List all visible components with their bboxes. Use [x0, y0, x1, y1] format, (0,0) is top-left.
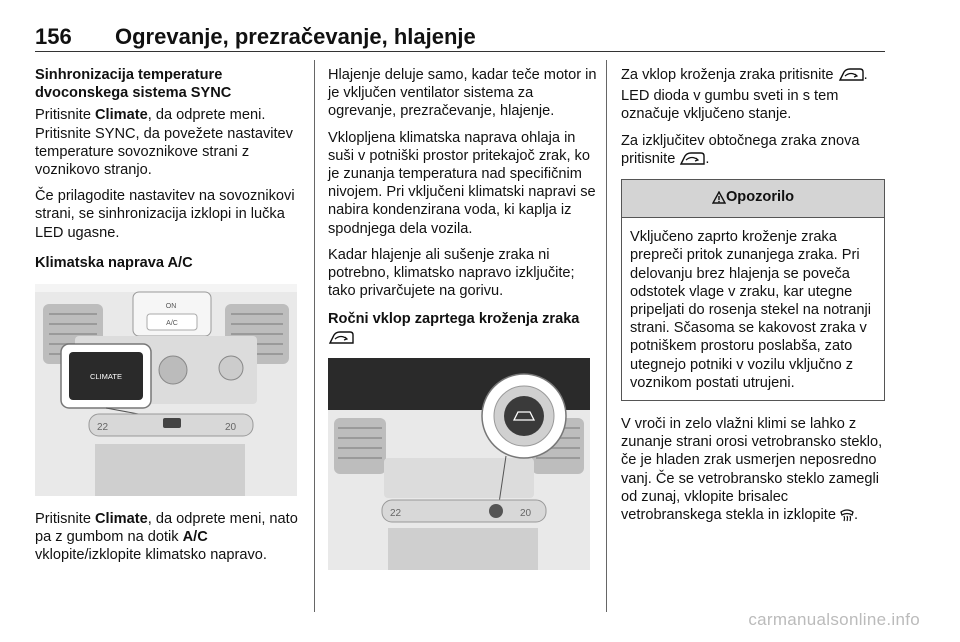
recirculation-icon: [838, 68, 864, 87]
paragraph: Pritisnite Climate, da odprete meni, nato pa z gumbom na dotik A/C vklopite/izklopite klimatsko napravo.: [35, 511, 298, 564]
figure-recirculation-button: [328, 358, 590, 570]
column-2: [328, 66, 598, 584]
section-heading-sync: Sinhronizacija temperature dvoconskega sistema SYNC: [35, 67, 232, 102]
paragraph: Vklopljena klimatska naprava ohlaja in suši v potniški prostor pritekajoč zrak, ko je zunanja temperatura nad specifičnim nivojem. Pri vključeni klimatski napravi se nabira kondenzirana voda, ki kaplja iz spodnjega dela vozila.: [328, 129, 596, 237]
paragraph: Kadar hlajenje ali sušenje zraka ni potrebno, klimatsko napravo izključite; tako privarčujete na gorivu.: [328, 246, 575, 300]
figure-label-climate: CLIMATE: [90, 372, 122, 382]
paragraph: Pritisnite Climate, da odprete meni. Pritisnite SYNC, da povežete nastavitev temperature sovoznikove strani z voznikovo stranjo.: [35, 107, 293, 179]
page-header: [35, 18, 885, 52]
column-1: [35, 66, 300, 573]
paragraph: Za izključitev obtočnega zraka znova pritisnite .: [621, 132, 889, 171]
warning-box: [621, 179, 885, 401]
figure-left-temp: 22: [97, 422, 109, 434]
warning-header: [622, 180, 884, 218]
paragraph: Hlajenje deluje samo, kadar teče motor in je vključen ventilator sistema za ogrevanje, prezračevanje, hlajenje.: [328, 67, 597, 120]
figure-label-ac: A/C: [166, 320, 178, 328]
windshield-defrost-icon: [840, 507, 854, 527]
header-rule: [35, 51, 885, 52]
column-3: [621, 66, 889, 535]
section-heading-ac: Klimatska naprava A/C: [35, 254, 193, 271]
warning-triangle-icon: [712, 191, 726, 209]
page-number: 156: [35, 24, 72, 49]
section-heading-recirculation: Ročni vklop zaprtega kroženja zraka: [328, 310, 598, 349]
paragraph: Za vklop kroženja zraka pritisnite . LED dioda v gumbu sveti in s tem označuje vključeno stanje.: [621, 67, 868, 123]
column-divider-2: [606, 60, 607, 612]
recirculation-icon: [679, 152, 705, 171]
figure-right-temp: 20: [225, 422, 237, 434]
page-title: Ogrevanje, prezračevanje, hlajenje: [115, 24, 476, 49]
paragraph: V vroči in zelo vlažni klimi se lahko z zunanje strani orosi vetrobransko steklo, če je hladen zrak usmerjen neposredno vanj. Če se vetrobransko steklo zamegli od zunaj, vklopite brisalec vetrobranskega stekla in izklopite .: [621, 415, 889, 527]
watermark: carmanualsonline.info: [748, 610, 920, 629]
recirculation-icon: [328, 331, 354, 350]
figure-left-temp: 22: [390, 507, 402, 519]
column-divider-1: [314, 60, 315, 612]
warning-text: Vključeno zaprto kroženje zraka prepreči pritok zunanjega zraka. Pri delovanju brez hlajenja se poveča odstotek vlage v zraku, kar utegne pripeljati do rosenja stekel na notranji strani. Sčasoma se kakovost zraka v potniškem prostoru poslabša, zato utegnejo potniki v vozilu vključno z voznikom postati utrujeni.: [630, 229, 871, 391]
figure-ac-panel: [35, 284, 297, 496]
figure-label-on: ON: [165, 303, 177, 311]
warning-title: Opozorilo: [725, 189, 795, 206]
paragraph: Če prilagodite nastavitev na sovoznikovi strani, se sinhronizacija izklopi in lučka LED ugasne.: [35, 188, 295, 241]
figure-right-temp: 20: [520, 507, 532, 519]
